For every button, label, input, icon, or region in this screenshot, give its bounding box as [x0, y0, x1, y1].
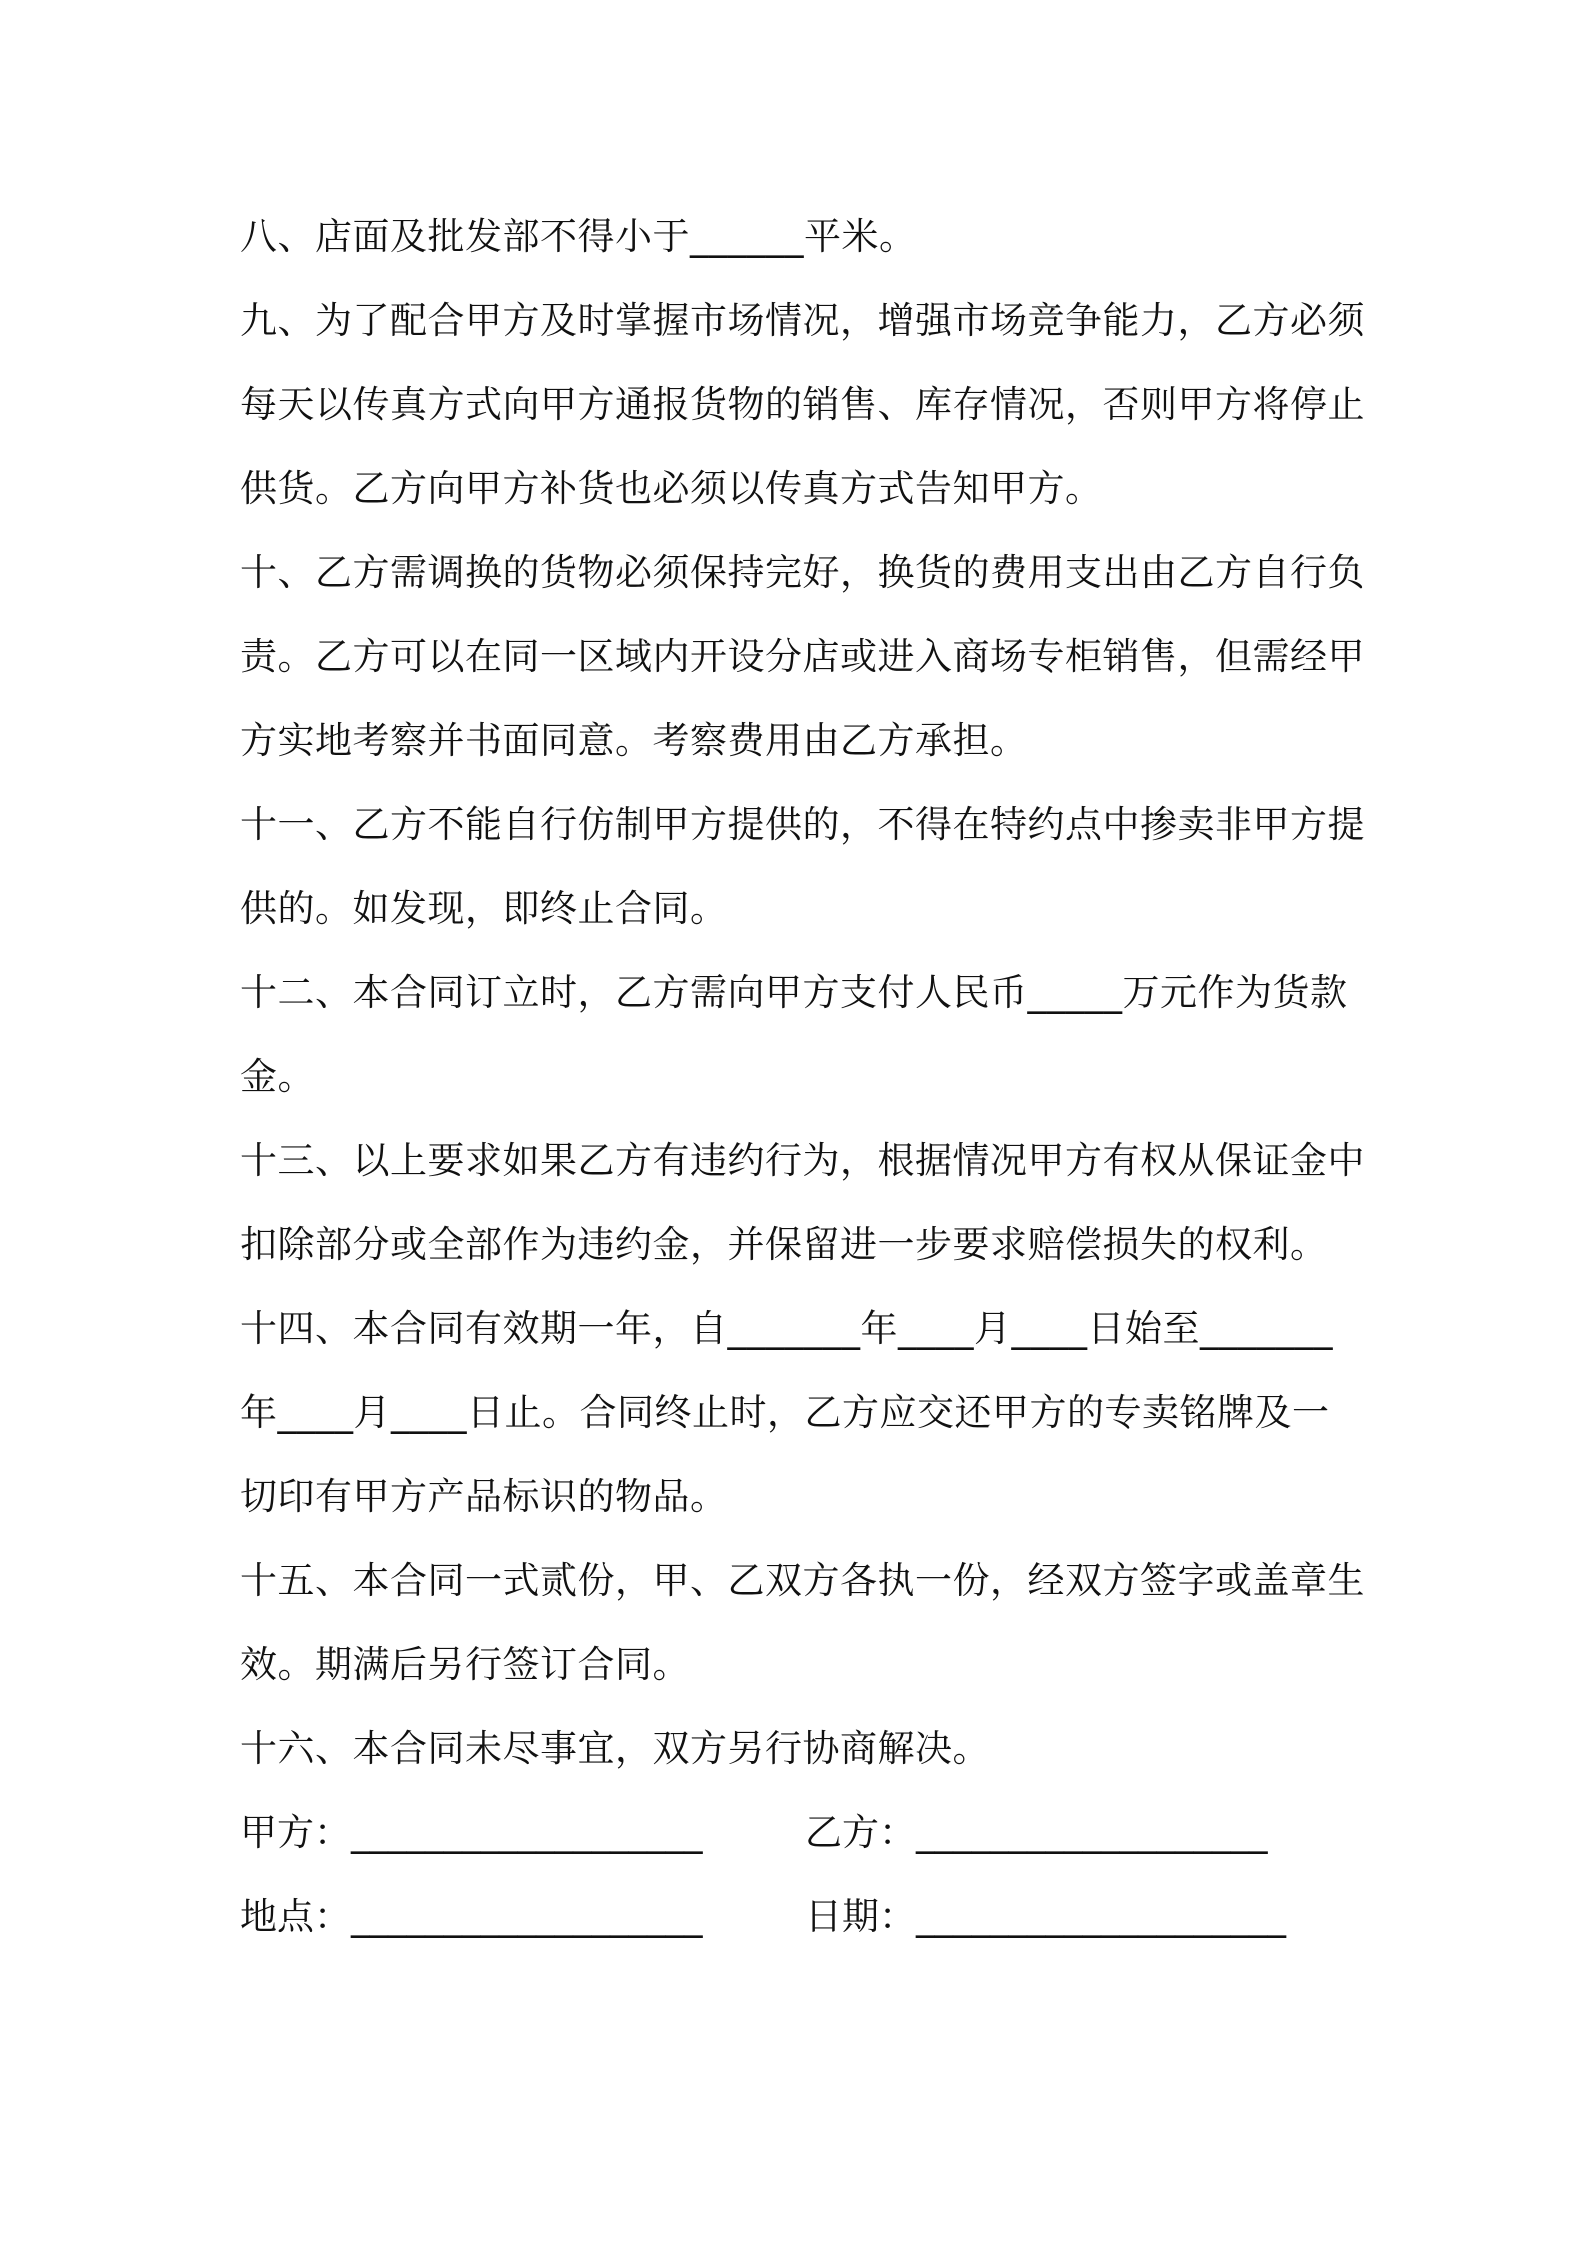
clause-14-line-1: 十四、本合同有效期一年，自_______年____月____日始至_______	[240, 1307, 1333, 1350]
clause-15-line-2: 效。期满后另行签订合同。	[240, 1643, 690, 1686]
location-field: 地点：___________________	[240, 1895, 703, 1938]
clause-15-line-1: 十五、本合同一式贰份，甲、乙双方各执一份，经双方签字或盖章生	[240, 1559, 1365, 1602]
signature-row-parties	[240, 1791, 1360, 1875]
clause-11-line-1: 十一、乙方不能自行仿制甲方提供的，不得在特约点中掺卖非甲方提	[240, 803, 1365, 846]
clause-14-line-3: 切印有甲方产品标识的物品。	[240, 1475, 728, 1518]
clause-10-line-2: 责。乙方可以在同一区域内开设分店或进入商场专柜销售，但需经甲	[240, 635, 1365, 678]
clause-9-line-1: 九、为了配合甲方及时掌握市场情况，增强市场竞争能力，乙方必须	[240, 299, 1365, 342]
clause-12-line-1: 十二、本合同订立时，乙方需向甲方支付人民币_____万元作为货款	[240, 971, 1348, 1014]
signature-row-location-date	[240, 1875, 1360, 1959]
clause-13-line-2: 扣除部分或全部作为违约金，并保留进一步要求赔偿损失的权利。	[240, 1223, 1328, 1266]
party-a-signature-field: 甲方：___________________	[240, 1811, 703, 1854]
clause-9-line-2: 每天以传真方式向甲方通报货物的销售、库存情况，否则甲方将停止	[240, 383, 1365, 426]
clause-9-line-3: 供货。乙方向甲方补货也必须以传真方式告知甲方。	[240, 467, 1103, 510]
date-field: 日期：____________________	[805, 1895, 1286, 1938]
clause-13-line-1: 十三、以上要求如果乙方有违约行为，根据情况甲方有权从保证金中	[240, 1139, 1365, 1182]
clause-8-line-1: 八、店面及批发部不得小于______平米。	[240, 215, 917, 258]
clause-11-line-2: 供的。如发现，即终止合同。	[240, 887, 728, 930]
clause-10-line-1: 十、乙方需调换的货物必须保持完好，换货的费用支出由乙方自行负	[240, 551, 1365, 594]
clause-10-line-3: 方实地考察并书面同意。考察费用由乙方承担。	[240, 719, 1028, 762]
clause-16-line-1: 十六、本合同未尽事宜，双方另行协商解决。	[240, 1727, 990, 1770]
clause-14-line-2: 年____月____日止。合同终止时，乙方应交还甲方的专卖铭牌及一	[240, 1391, 1330, 1434]
contract-page	[240, 195, 1365, 1959]
party-b-signature-field: 乙方：___________________	[805, 1811, 1268, 1854]
clause-12-line-2: 金。	[240, 1055, 315, 1098]
